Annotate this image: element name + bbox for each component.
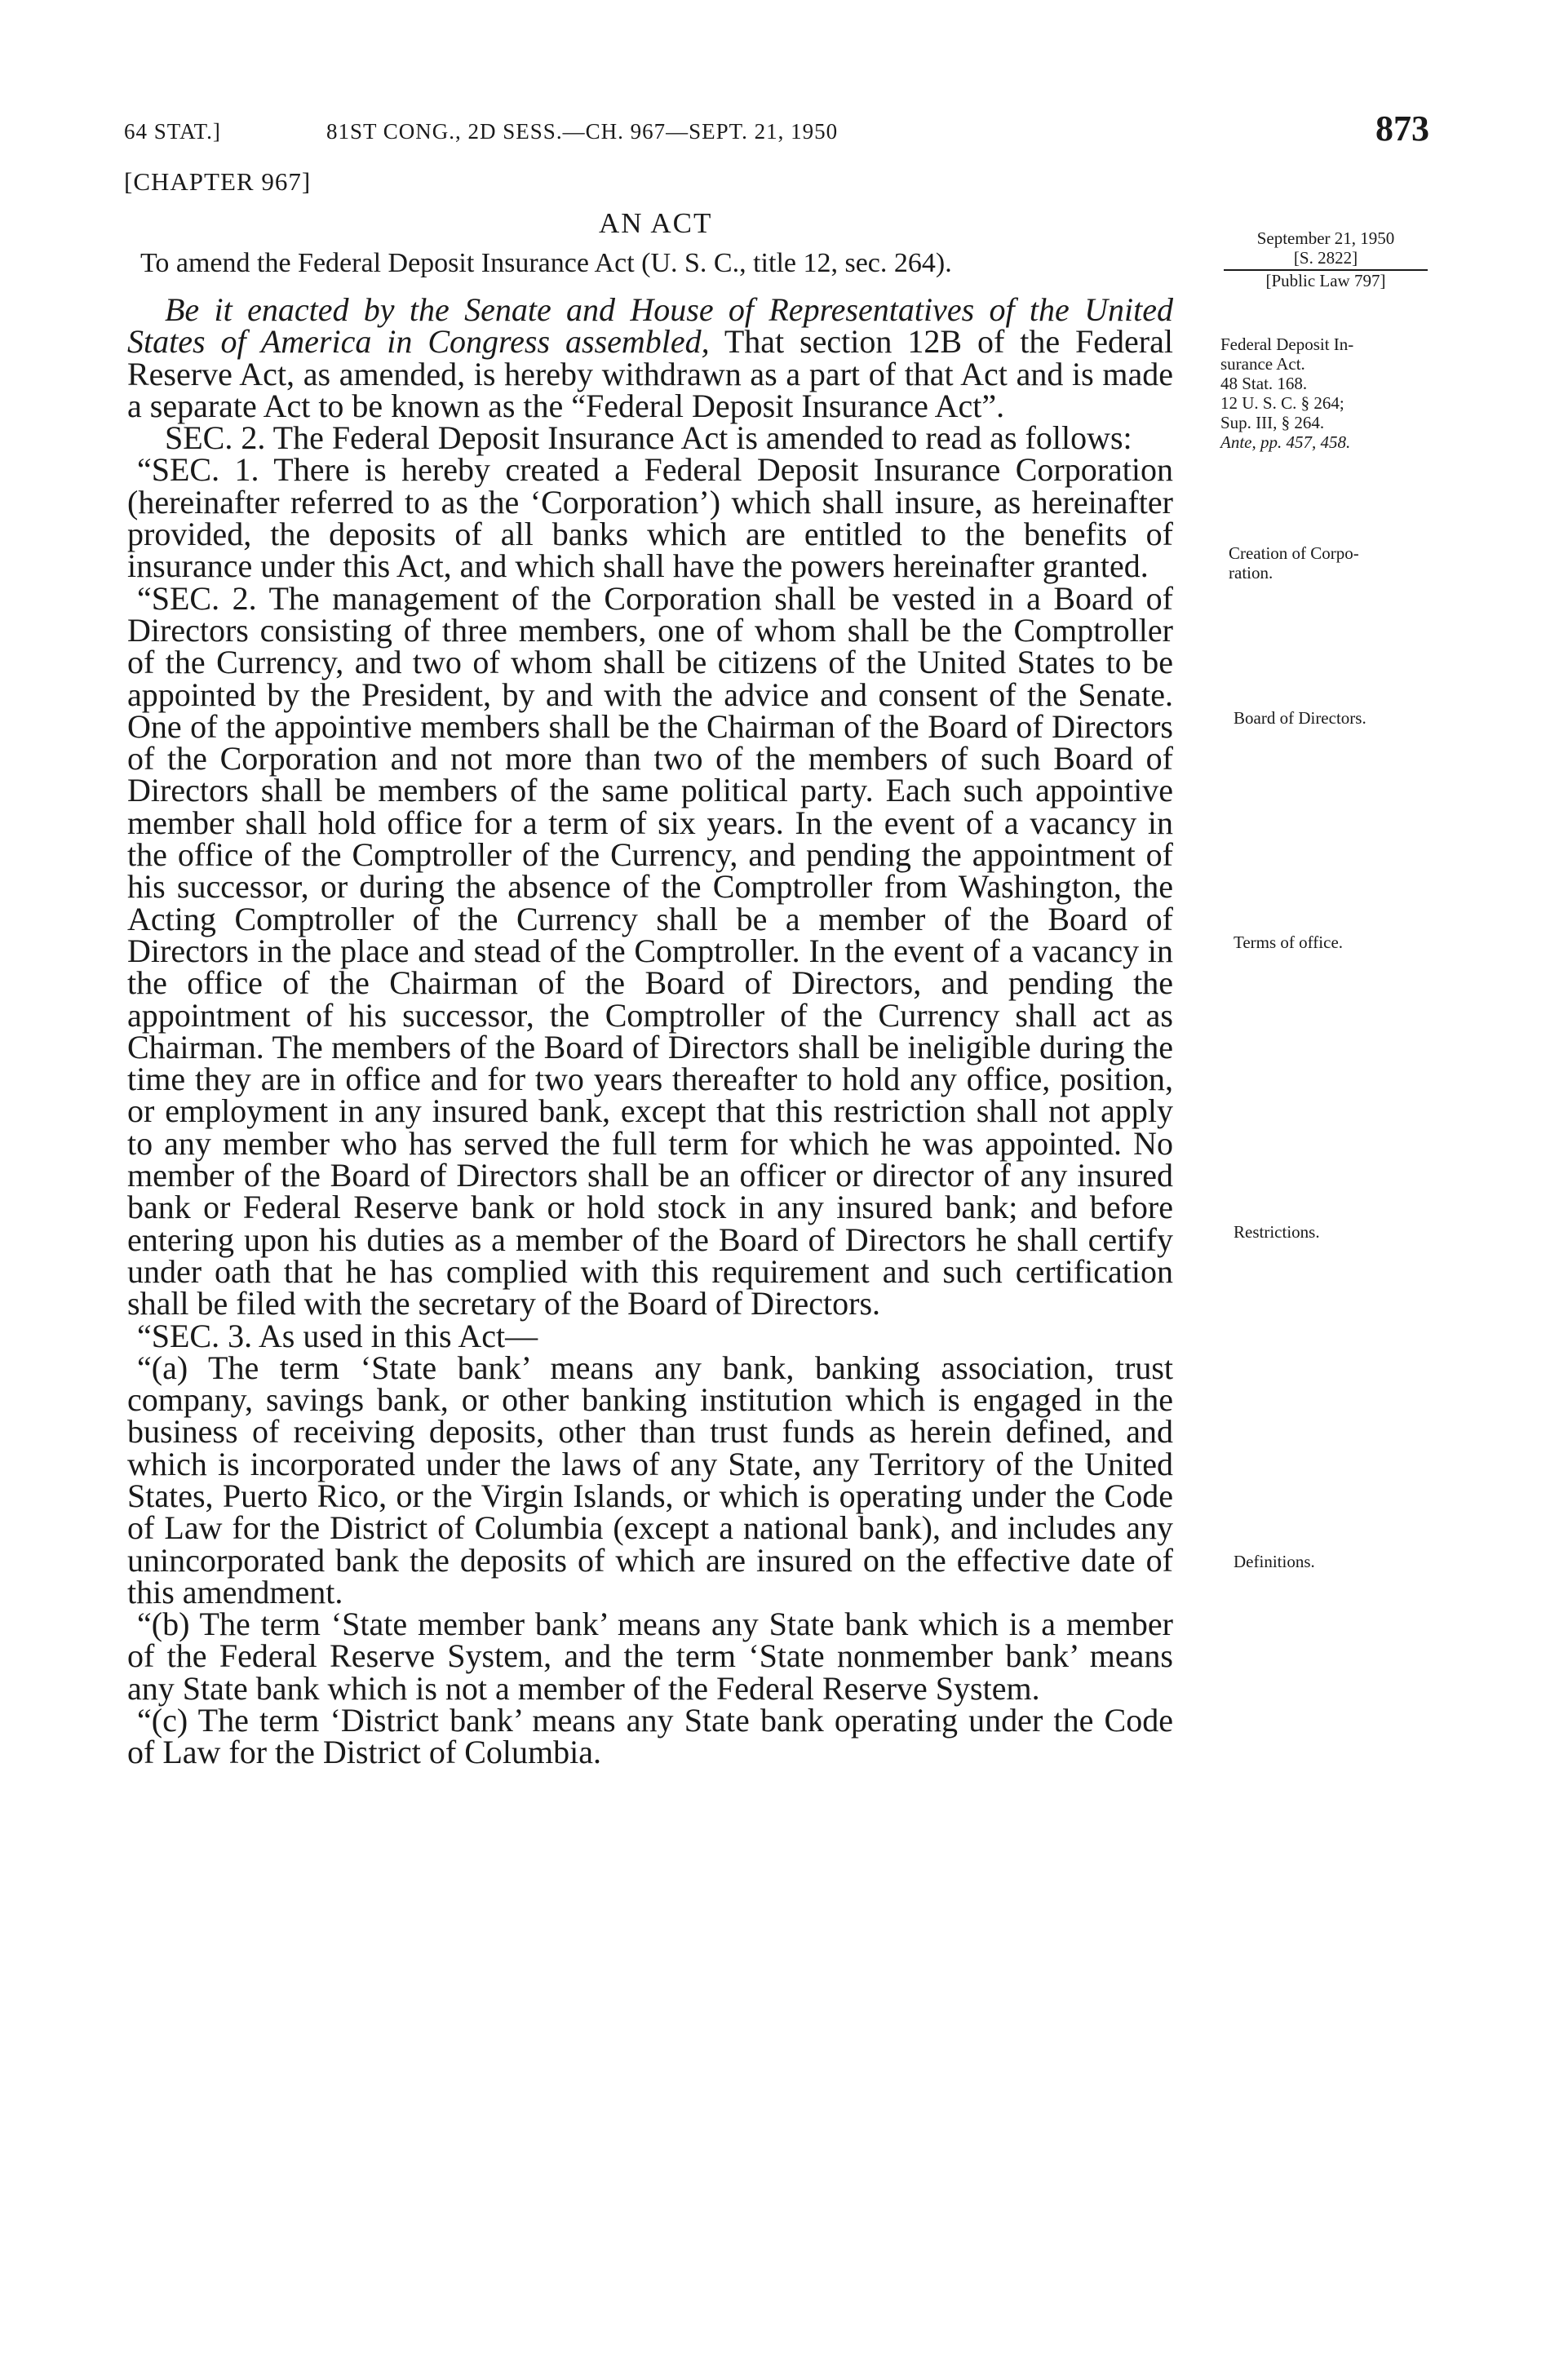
page-number: 873 bbox=[1375, 109, 1429, 148]
margin-note-restrictions: Restrictions. bbox=[1234, 1222, 1320, 1242]
margin-fdic-line-2: surance Act. bbox=[1220, 354, 1305, 374]
margin-public-law: [Public Law 797] bbox=[1265, 271, 1386, 290]
margin-creation-line-1: Creation of Corpo- bbox=[1229, 543, 1359, 563]
enacting-clause-text: That section 12B of the Federal Reserve Act, as amended, is hereby withdrawn as a part of that Act and is made a separate Act to be known as the “Federal Deposit Insurance Act”. bbox=[127, 323, 1173, 424]
running-head bbox=[124, 109, 1429, 160]
enacting-clause bbox=[127, 291, 1173, 424]
act-title: AN ACT bbox=[599, 207, 713, 239]
chapter-number: [CHAPTER 967] bbox=[124, 167, 312, 196]
margin-usc-ref: 12 U. S. C. § 264; bbox=[1220, 393, 1344, 413]
margin-date: September 21, 1950 bbox=[1256, 228, 1395, 248]
section-1-paragraph: “SEC. 1. There is hereby created a Federal Deposit Insurance Corporation (hereinafter referred to as the ‘Corporation’) which shall insure, as hereinafter provided, the deposits of all banks which are entitled to the benefits of insurance under this Act, and which shall have the powers hereinafter granted. bbox=[127, 451, 1173, 585]
act-body bbox=[127, 291, 1173, 1771]
margin-note-terms: Terms of office. bbox=[1234, 932, 1344, 952]
margin-creation-line-2: ration. bbox=[1229, 563, 1273, 583]
margin-stat-ref: 48 Stat. 168. bbox=[1220, 374, 1308, 393]
act-purpose: To amend the Federal Deposit Insurance Act (U. S. C., title 12, sec. 264). bbox=[140, 248, 952, 278]
section-2-amendment: SEC. 2. The Federal Deposit Insurance Act is amended to read as follows: bbox=[165, 419, 1132, 457]
margin-ante-ref: Ante, pp. 457, 458. bbox=[1220, 432, 1351, 452]
margin-sup-ref: Sup. III, § 264. bbox=[1220, 413, 1325, 432]
margin-note-definitions: Definitions. bbox=[1234, 1552, 1315, 1571]
margin-note-board: Board of Directors. bbox=[1234, 708, 1366, 728]
session-chapter-date: 81ST CONG., 2D SESS.—CH. 967—SEPT. 21, 1950 bbox=[326, 119, 839, 144]
definition-b: “(b) The term ‘State member bank’ means any State bank which is a member of the Federal Reserve System, and the term ‘State nonmember bank’ means any State bank which is not a member of the Federal Reserve System. bbox=[127, 1606, 1173, 1707]
margin-fdic-line-1: Federal Deposit In- bbox=[1220, 334, 1354, 354]
margin-note-fdic-act bbox=[1220, 334, 1353, 452]
margin-note-creation bbox=[1229, 543, 1359, 583]
definition-c: “(c) The term ‘District bank’ means any State bank operating under the Code of Law for the District of Columbia. bbox=[127, 1702, 1173, 1771]
section-2-paragraph: “SEC. 2. The management of the Corporation shall be vested in a Board of Directors consisting of three members, one of whom shall be the Comptroller of the Currency, and two of whom shall be citizens of the United States to be appointed by the President, by and with the advice and consent of the Senate. One of the appointive members shall be the Chairman of the Board of Directors of the Corporation and not more than two of the members of such Board of Directors shall be members of the same political party. Each such appointive member shall hold office for a term of six years. In the event of a vacancy in the office of the Comptroller of the Currency, and pending the appointment of his successor, or during the absence of the Comptroller from Washington, the Acting Comptroller of the Currency shall be a member of the Board of Directors in the place and stead of the Comptroller. In the event of a vacancy in the office of the Chairman of the Board of Directors, and pending the appointment of his successor, the Comptroller of the Currency shall act as Chairman. The members of the Board of Directors shall be ineligible during the time they are in office and for two years thereafter to hold any office, position, or employment in any insured bank, except that this restriction shall not apply to any member who has served the full term for which he was appointed. No member of the Board of Directors shall be an officer or director of any insured bank or Federal Reserve bank or hold stock in any insured bank; and before entering upon his duties as a member of the Board of Directors he shall certify under oath that he has complied with this requirement and such certification shall be filed with the secretary of the Board of Directors. bbox=[127, 579, 1173, 1322]
definition-a: “(a) The term ‘State bank’ means any bank, banking association, trust company, savings bank, or other banking institution which is engaged in the business of receiving deposits, other than trust funds as herein defined, and which is incorporated under the laws of any State, any Territory of the United States, Puerto Rico, or the Virgin Islands, or which is operating under the Code of Law for the District of Columbia (except a national bank), and includes any unincorporated bank the deposits of which are insured on the effective date of this amendment. bbox=[127, 1349, 1173, 1610]
statute-volume-label: 64 STAT.] bbox=[124, 119, 221, 144]
section-3-paragraph: “SEC. 3. As used in this Act— bbox=[137, 1317, 538, 1354]
margin-bill-number: [S. 2822] bbox=[1293, 248, 1358, 268]
enacting-clause-italic: Be it enacted by the Senate and House of Representatives of the United States of America in Congress assembled, bbox=[127, 291, 1173, 361]
margin-note-enactment bbox=[1224, 228, 1428, 290]
